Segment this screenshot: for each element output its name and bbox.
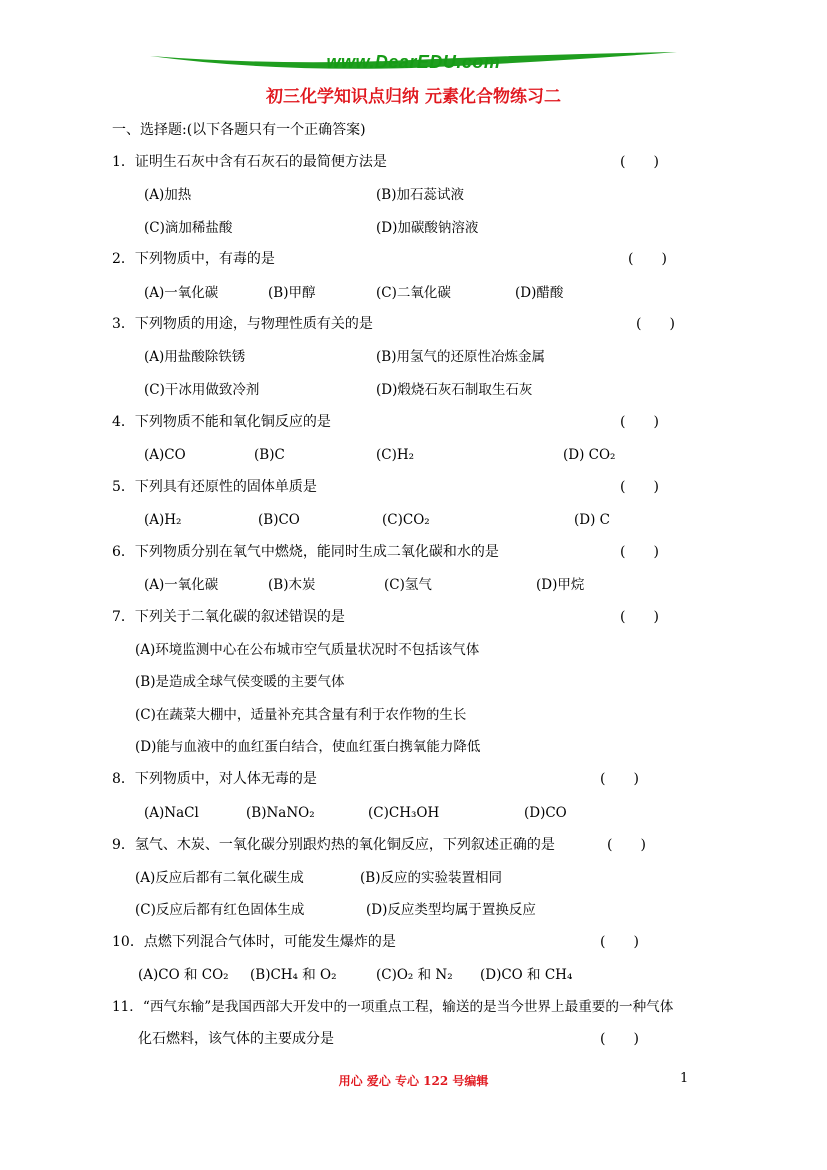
answer-bracket-11: ( ) bbox=[600, 1031, 639, 1047]
question-2: 2．下列物质中，有毒的是 bbox=[112, 251, 275, 267]
answer-bracket-7: ( ) bbox=[620, 609, 659, 625]
q9-option-c: (C)反应后都有红色固体生成 bbox=[135, 902, 305, 918]
q1-option-a: (A)加热 bbox=[144, 187, 192, 203]
q8-option-c: (C)CH₃OH bbox=[368, 805, 440, 821]
answer-bracket-5: ( ) bbox=[620, 479, 659, 495]
question-11-continued: 化石燃料，该气体的主要成分是 bbox=[138, 1031, 334, 1047]
q5-option-d: (D) C bbox=[574, 512, 610, 528]
site-url: www.DearEDU.com bbox=[326, 52, 501, 72]
answer-bracket-6: ( ) bbox=[620, 544, 659, 560]
question-10: 10．点燃下列混合气体时，可能发生爆炸的是 bbox=[112, 934, 396, 950]
q4-option-c: (C)H₂ bbox=[376, 447, 415, 463]
answer-bracket-4: ( ) bbox=[620, 414, 659, 430]
q9-option-d: (D)反应类型均属于置换反应 bbox=[366, 902, 536, 918]
question-8: 8．下列物质中，对人体无毒的是 bbox=[112, 771, 317, 787]
question-9: 9．氢气、木炭、一氧化碳分别跟灼热的氧化铜反应，下列叙述正确的是 bbox=[112, 837, 555, 853]
answer-bracket-2: ( ) bbox=[628, 251, 667, 267]
q2-option-d: (D)醋酸 bbox=[515, 285, 564, 301]
q10-option-d: (D)CO 和 CH₄ bbox=[480, 967, 573, 983]
q2-option-c: (C)二氧化碳 bbox=[376, 285, 451, 301]
q5-option-a: (A)H₂ bbox=[144, 512, 182, 528]
q7-option-d: (D)能与血液中的血红蛋白结合，使血红蛋白携氧能力降低 bbox=[135, 739, 481, 755]
question-5: 5．下列具有还原性的固体单质是 bbox=[112, 479, 317, 495]
q2-option-a: (A)一氧化碳 bbox=[144, 285, 219, 301]
q6-option-b: (B)木炭 bbox=[268, 577, 316, 593]
q6-option-d: (D)甲烷 bbox=[536, 577, 585, 593]
q6-option-c: (C)氢气 bbox=[384, 577, 432, 593]
q1-option-b: (B)加石蕊试液 bbox=[376, 187, 464, 203]
q10-option-a: (A)CO 和 CO₂ bbox=[138, 967, 229, 983]
answer-bracket-10: ( ) bbox=[600, 934, 639, 950]
q8-option-b: (B)NaNO₂ bbox=[246, 805, 315, 821]
question-3: 3．下列物质的用途，与物理性质有关的是 bbox=[112, 316, 373, 332]
q2-option-b: (B)甲醇 bbox=[268, 285, 316, 301]
question-11: 11．“西气东输”是我国西部大开发中的一项重点工程，输送的是当今世界上最重要的一种气体 bbox=[112, 999, 674, 1015]
q8-option-a: (A)NaCl bbox=[144, 805, 199, 821]
q3-option-c: (C)干冰用做致冷剂 bbox=[144, 382, 260, 398]
question-7: 7．下列关于二氧化碳的叙述错误的是 bbox=[112, 609, 345, 625]
page-title: 初三化学知识点归纳 元素化合物练习二 bbox=[266, 87, 561, 107]
answer-bracket-9: ( ) bbox=[607, 837, 646, 853]
question-4: 4．下列物质不能和氧化铜反应的是 bbox=[112, 414, 331, 430]
q3-option-d: (D)煅烧石灰石制取生石灰 bbox=[376, 382, 533, 398]
q3-option-b: (B)用氢气的还原性冶炼金属 bbox=[376, 349, 545, 365]
q6-option-a: (A)一氧化碳 bbox=[144, 577, 219, 593]
q1-option-d: (D)加碳酸钠溶液 bbox=[376, 220, 479, 236]
q7-option-b: (B)是造成全球气侯变暖的主要气体 bbox=[135, 674, 345, 690]
q9-option-b: (B)反应的实验装置相同 bbox=[360, 870, 502, 886]
q5-option-c: (C)CO₂ bbox=[382, 512, 430, 528]
q9-option-a: (A)反应后都有二氧化碳生成 bbox=[135, 870, 304, 886]
q10-option-b: (B)CH₄ 和 O₂ bbox=[250, 967, 337, 983]
q1-option-c: (C)滴加稀盐酸 bbox=[144, 220, 233, 236]
q3-option-a: (A)用盐酸除铁锈 bbox=[144, 349, 246, 365]
section-heading: 一、选择题:(以下各题只有一个正确答案) bbox=[112, 122, 366, 138]
answer-bracket-1: ( ) bbox=[620, 154, 659, 170]
q4-option-a: (A)CO bbox=[144, 447, 186, 463]
question-1: 1．证明生石灰中含有石灰石的最简便方法是 bbox=[112, 154, 387, 170]
answer-bracket-8: ( ) bbox=[600, 771, 639, 787]
q7-option-a: (A)环境监测中心在公布城市空气质量状况时不包括该气体 bbox=[135, 642, 480, 658]
page-number: 1 bbox=[680, 1071, 689, 1086]
q5-option-b: (B)CO bbox=[258, 512, 300, 528]
answer-bracket-3: ( ) bbox=[636, 316, 675, 332]
q10-option-c: (C)O₂ 和 N₂ bbox=[376, 967, 453, 983]
q4-option-b: (B)C bbox=[254, 447, 285, 463]
question-6: 6．下列物质分别在氧气中燃烧，能同时生成二氧化碳和水的是 bbox=[112, 544, 499, 560]
q8-option-d: (D)CO bbox=[524, 805, 567, 821]
q4-option-d: (D) CO₂ bbox=[563, 447, 616, 463]
q7-option-c: (C)在蔬菜大棚中，适量补充其含量有利于农作物的生长 bbox=[135, 707, 467, 723]
footer-slogan: 用心 爱心 专心 122 号编辑 bbox=[338, 1074, 489, 1088]
